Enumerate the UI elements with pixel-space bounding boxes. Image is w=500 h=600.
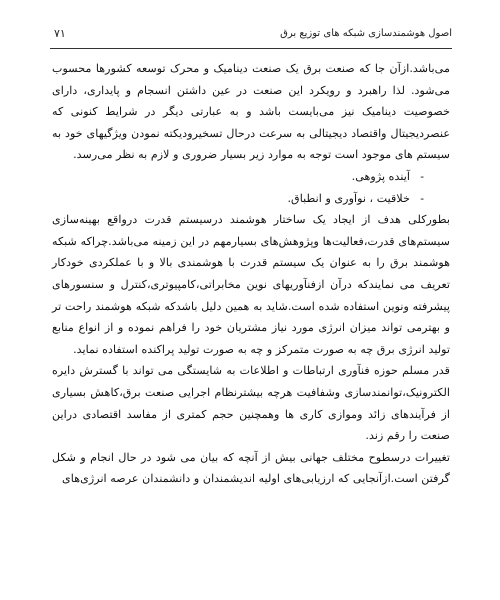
bullet-marker: -	[420, 191, 424, 205]
page-number: ۷۱	[54, 27, 66, 40]
running-title: اصول هوشمندسازی شبکه های توزیع برق	[280, 28, 452, 39]
bullet-item	[52, 188, 424, 210]
bullet-text: خلاقیت ، نوآوری و انطباق.	[287, 191, 410, 205]
header-divider	[50, 48, 452, 49]
paragraph: تغییرات درسطوح مختلف جهانی بیش از آنچه که بیان می شود در حال انجام و شکل گرفتن است.ازآنجایی که ارزیابی‌های اولیه اندیشمندان و دانشمندان عرصه انرژی‌های	[52, 450, 450, 486]
body-text	[52, 58, 450, 490]
paragraph: بطورکلی هدف از ایجاد یک ساختار هوشمند درسیستم قدرت درواقع بهینه‌سازی سیستم‌های قدرت،فعالیت‌ها وپژوهش‌های بسیارمهم در این زمینه می‌باشد.چراکه شبکه هوشمند برق را به عنوان یک سیستم قدرت با هوشمندی بالا و با عملکردی خودکار تعریف می نمایندکه درآن ازفنآوریهای نوین مخابراتی،کامپیوتری،کنترل و سنسورهای پیشرفته ونوین استفاده شده است.شاید به همین دلیل باشدکه شبکه هوشمند راحت تر و بهترمی تواند میزان انرژی مورد نیاز مشتریان خود را فراهم نموده و از انواع منابع تولید انرژی برق چه به صورت متمرکز و چه به صورت تولید پراکنده استفاده نماید.	[52, 213, 450, 356]
bullet-marker: -	[420, 169, 424, 183]
paragraph: می‌باشد.ازآن جا که صنعت برق یک صنعت دینامیک و محرک توسعه کشورها محسوب می‌شود. لذا راهبرد و رویکرد این صنعت در عین داشتن انسجام و پایداری، دارای خصوصیت دینامیک نیز می‌بایست باشد و به عبارتی دیگر در شرایط کنونی که عنصردیجیتال واقتصاد دیجیتالی به سرعت درحال تسخیرودیکته نمودن ویژگیهای خود به سیستم های موجود است توجه به موارد زیر بسیار ضروری و لازم به نظر می‌رسد.	[52, 62, 450, 162]
bullet-list	[52, 166, 450, 209]
bullet-text: آینده پژوهی.	[351, 169, 410, 183]
bullet-item	[52, 166, 424, 188]
page-header	[50, 24, 452, 46]
paragraph: قدر مسلم حوزه فنآوری ارتباطات و اطلاعات به شایستگی می تواند با گسترش دایره الکترونیک،توانمندسازی وشفافیت هرچه بیشترنظام اجرایی صنعت برق،کاهش بسیاری از فرآیندهای زائد وموازی کاری ها وهمچنین حجم کمتری از مفاسد اقتصادی دراین صنعت را رقم زند.	[52, 364, 450, 443]
